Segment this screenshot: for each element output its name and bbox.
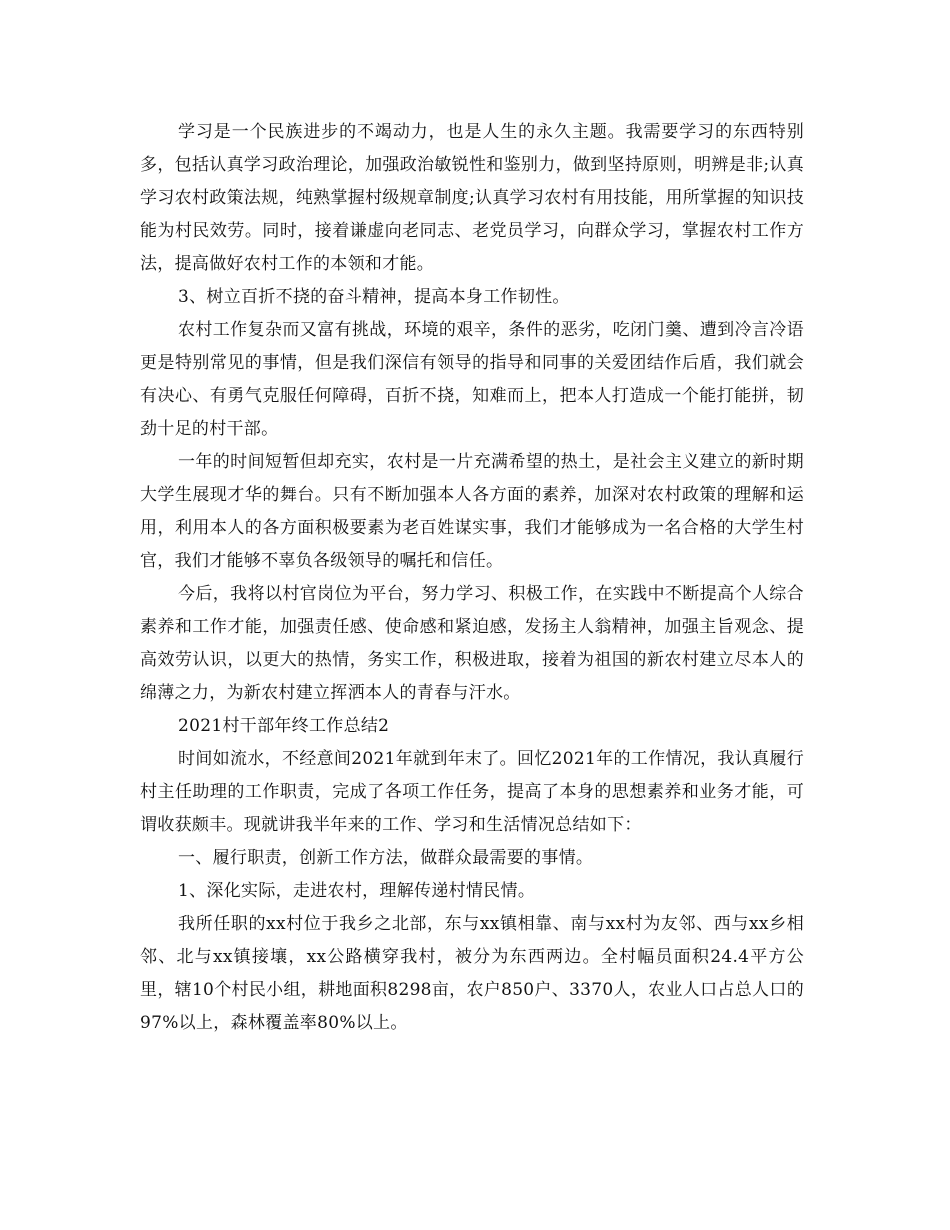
paragraph-study: 学习是一个民族进步的不竭动力，也是人生的永久主题。我需要学习的东西特别多，包括认真学习政治理论，加强政治敏锐性和鉴别力，做到坚持原则，明辨是非;认真学习农村政策法规，纯熟掌握村级规章制度;认真学习农村有用技能，用所掌握的知识技能为村民效劳。同时，接着谦虚向老同志、老党员学习，向群众学习，掌握农村工作方法，提高做好农村工作的本领和才能。 [140, 122, 804, 274]
paragraph-future-plan: 今后，我将以村官岗位为平台，努力学习、积极工作，在实践中不断提高个人综合素养和工作才能，加强责任感、使命感和紧迫感，发扬主人翁精神，加强主旨观念、提高效劳认识，以更大的热情，务实工作，积极进取，接着为祖国的新农村建立尽本人的绵薄之力，为新农村建立挥洒本人的青春与汗水。 [140, 584, 804, 703]
document-title-2: 2021村干部年终工作总结2 [178, 716, 390, 736]
section-heading-village-conditions: 1、深化实际，走进农村，理解传递村情民情。 [178, 881, 536, 901]
paragraph-year-summary: 一年的时间短暂但却充实，农村是一片充满希望的热土，是社会主义建立的新时期大学生展现才华的舞台。只有不断加强本人各方面的素养，加深对农村政策的理解和运用，利用本人的各方面积极要素为老百姓谋实事，我们才能够成为一名合格的大学生村官，我们才能够不辜负各级领导的嘱托和信任。 [140, 452, 804, 571]
paragraph-time-flies: 时间如流水，不经意间2021年就到年末了。回忆2021年的工作情况，我认真履行村主任助理的工作职责，完成了各项工作任务，提高了本身的思想素养和业务才能，可谓收获颇丰。现就讲我半年来的工作、学习和生活情况总结如下： [140, 749, 804, 835]
paragraph-challenges: 农村工作复杂而又富有挑战，环境的艰辛，条件的恶劣，吃闭门羹、遭到冷言冷语更是特别常见的事情，但是我们深信有领导的指导和同事的关爱团结作后盾，我们就会有决心、有勇气克服任何障碍，百折不挠，知难而上，把本人打造成一个能打能拼，韧劲十足的村干部。 [140, 320, 804, 439]
paragraph-village-info: 我所任职的xx村位于我乡之北部，东与xx镇相靠、南与xx村为友邻、西与xx乡相邻、北与xx镇接壤，xx公路横穿我村，被分为东西两边。全村幅员面积24.4平方公里，辖10个村民小组，耕地面积8298亩，农户850户、3370人，农业人口占总人口的97%以上，森林覆盖率80%以上。 [140, 914, 804, 1033]
section-heading-perseverance: 3、树立百折不挠的奋斗精神，提高本身工作韧性。 [178, 287, 570, 307]
section-heading-duties: 一、履行职责，创新工作方法，做群众最需要的事情。 [178, 848, 594, 868]
document-body [140, 116, 804, 1040]
